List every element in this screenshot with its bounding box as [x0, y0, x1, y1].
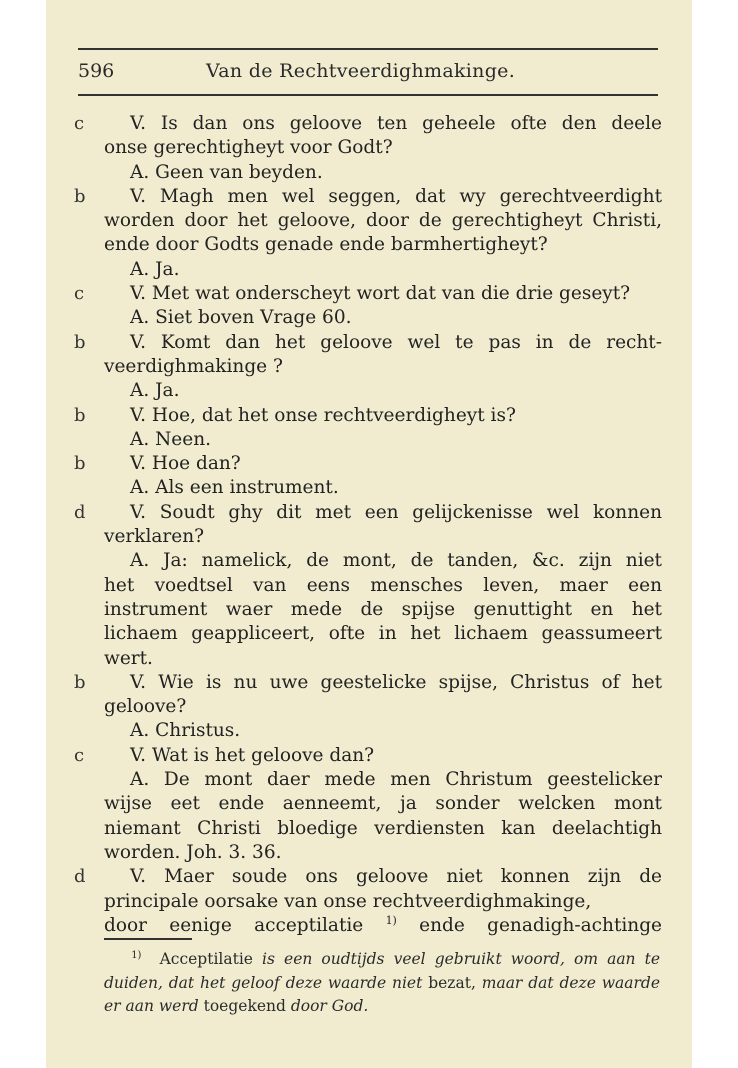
text-line: V. Wie is nu uwe geestelicke spijse, Christus of het [130, 671, 662, 693]
footnote-marker: 1) [131, 949, 142, 961]
answer-paragraph [46, 549, 692, 670]
text-line: V. Wat is het geloove dan? [130, 744, 375, 766]
margin-marker: b [74, 671, 86, 693]
text-line: A. Ja. [130, 258, 180, 280]
text-line: veerdighmakinge ? [104, 355, 283, 377]
margin-marker: d [74, 866, 86, 888]
question-paragraph [46, 452, 692, 476]
page-number: 596 [78, 60, 115, 82]
footnote-text: bezat, [422, 973, 482, 992]
text-line: ende genadigh-achtinge [396, 914, 663, 936]
text-line: A. Siet boven Vrage 60. [130, 307, 352, 329]
text-line: V. Hoe, dat het onse rechtveerdigheyt is? [130, 404, 516, 426]
continuation-line [46, 914, 692, 938]
text-line: V. Soudt ghy dit met een gelijckenisse wel konnen [130, 501, 662, 523]
body-text [46, 112, 692, 938]
question-paragraph [46, 282, 692, 306]
page-header [78, 58, 658, 86]
text-line: V. Komt dan het geloove wel te pas in de recht- [130, 331, 662, 353]
text-line: niemant Christi bloedige verdiensten kan deelachtigh [104, 817, 662, 839]
text-line: het voedtsel van eens mensches leven, maer een [104, 574, 662, 596]
margin-marker: b [74, 453, 86, 475]
text-line: instrument waer mede de spijse genuttight en het [104, 598, 662, 620]
footnote [104, 948, 660, 1019]
margin-marker: c [74, 744, 85, 766]
header-bottom-rule [78, 94, 658, 96]
running-title: Van de Rechtveerdighmakinge. [206, 60, 516, 82]
margin-marker: c [74, 283, 85, 305]
answer-paragraph [46, 428, 692, 452]
question-paragraph [46, 331, 692, 380]
answer-paragraph [46, 476, 692, 500]
question-paragraph [46, 112, 692, 161]
text-line: wert. [104, 647, 153, 669]
footnote-italic-text: is een oudtijds veel gebruikt woord, om aan te duiden, dat het geloof deze waarde niet [104, 950, 661, 992]
text-line: A. Ja. [130, 380, 180, 402]
text-line: V. Maer soude ons geloove niet konnen zijn de [130, 866, 662, 888]
question-paragraph [46, 744, 692, 768]
text-line: A. De mont daer mede men Christum geestelicker [130, 769, 662, 791]
text-line: A. Ja: namelick, de mont, de tanden, &c. zijn niet [130, 550, 662, 572]
margin-marker: d [74, 501, 86, 523]
question-paragraph [46, 671, 692, 720]
margin-marker: b [74, 331, 86, 353]
question-paragraph [46, 501, 692, 550]
answer-paragraph [46, 258, 692, 282]
text-line: door eenige acceptilatie [104, 914, 386, 936]
book-page [46, 0, 692, 1068]
text-line: A. Neen. [130, 428, 212, 450]
text-line: verklaren? [104, 526, 205, 548]
footnote-italic-text: maar dat deze waarde er aan werd [104, 973, 661, 1015]
text-line: V. Magh men wel seggen, dat wy gerechtveerdight [130, 185, 662, 207]
answer-paragraph [46, 719, 692, 743]
question-paragraph [46, 185, 692, 258]
answer-paragraph [46, 161, 692, 185]
answer-paragraph [46, 379, 692, 403]
margin-marker: b [74, 404, 86, 426]
text-line: V. Met wat onderscheyt wort dat van die drie geseyt? [130, 283, 631, 305]
text-line: V. Is dan ons geloove ten geheele ofte den deele [130, 113, 662, 134]
footnote-rule [104, 938, 192, 940]
text-line: geloove? [104, 696, 187, 718]
margin-marker: c [74, 113, 85, 134]
text-line: lichaem geappliceert, ofte in het lichaem geassumeert [104, 623, 662, 645]
text-line: A. Als een instrument. [130, 477, 339, 499]
text-line: worden door het geloove, door de gerechtigheyt Christi, [104, 210, 662, 232]
answer-paragraph [46, 306, 692, 330]
footnote-text: toegekend [198, 997, 291, 1015]
text-line: A. Geen van beyden. [130, 161, 323, 183]
text-line: principale oorsake van onse rechtveerdighmakinge, [104, 890, 592, 912]
footnote-italic-text: door God. [290, 997, 369, 1015]
question-paragraph [46, 865, 692, 914]
margin-marker: b [74, 185, 86, 207]
text-line: A. Christus. [130, 720, 241, 742]
text-line: ende door Godts genade ende barmhertigheyt? [104, 234, 548, 256]
text-line: wijse eet ende aenneemt, ja sonder welcken mont [104, 793, 662, 815]
question-paragraph [46, 404, 692, 428]
answer-paragraph [46, 768, 692, 865]
text-line: onse gerechtigheyt voor Godt? [104, 137, 393, 159]
footnote-reference[interactable]: 1) [385, 913, 397, 927]
footnote-text: Acceptilatie [159, 950, 263, 968]
text-line: V. Hoe dan? [130, 453, 241, 475]
header-top-rule [78, 48, 658, 50]
text-line: worden. Joh. 3. 36. [104, 841, 282, 863]
